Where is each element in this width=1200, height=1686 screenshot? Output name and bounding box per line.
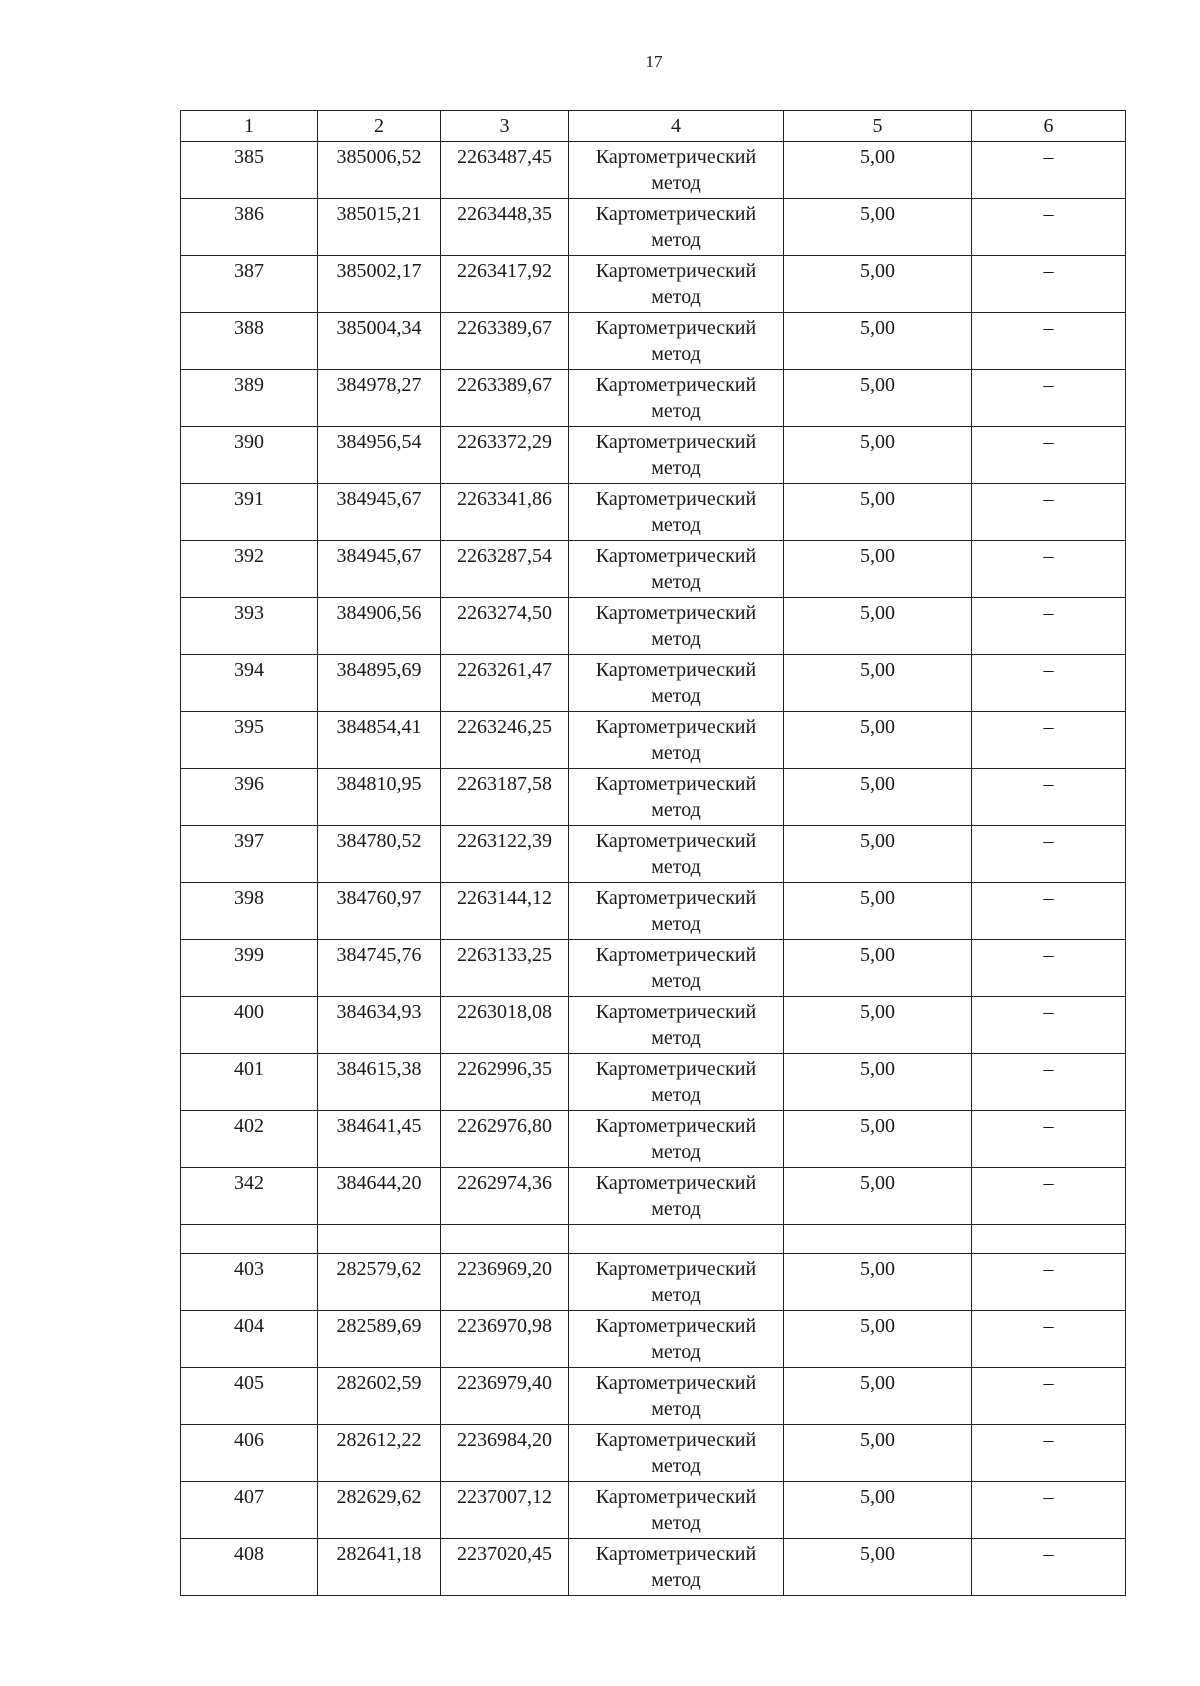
note-cell: – <box>972 1311 1126 1368</box>
method-line-2: метод <box>651 1569 701 1591</box>
method-line-1: Картометрический <box>595 773 757 795</box>
table-row <box>181 1482 1126 1539</box>
accuracy-cell: 5,00 <box>784 199 972 256</box>
note-cell: – <box>972 1368 1126 1425</box>
header-cell-6: 6 <box>972 111 1126 142</box>
method-cell <box>569 199 784 256</box>
coord-x-cell: 384780,52 <box>318 826 441 883</box>
coord-x-cell: 384810,95 <box>318 769 441 826</box>
point-number-cell: 398 <box>181 883 318 940</box>
table-header-row <box>181 111 1126 142</box>
coord-x-cell: 384906,56 <box>318 598 441 655</box>
table-cell-empty <box>318 1225 441 1254</box>
coord-x-cell: 384945,67 <box>318 541 441 598</box>
accuracy-cell: 5,00 <box>784 1168 972 1225</box>
table-row <box>181 940 1126 997</box>
point-number-cell: 391 <box>181 484 318 541</box>
accuracy-cell: 5,00 <box>784 1482 972 1539</box>
method-cell <box>569 484 784 541</box>
note-cell: – <box>972 484 1126 541</box>
accuracy-cell: 5,00 <box>784 769 972 826</box>
coord-y-cell: 2262974,36 <box>441 1168 569 1225</box>
coord-y-cell: 2263122,39 <box>441 826 569 883</box>
method-line-1: Картометрический <box>595 1315 757 1337</box>
coord-x-cell: 384895,69 <box>318 655 441 712</box>
coord-y-cell: 2263246,25 <box>441 712 569 769</box>
point-number-cell: 405 <box>181 1368 318 1425</box>
point-number-cell: 404 <box>181 1311 318 1368</box>
note-cell: – <box>972 370 1126 427</box>
coord-x-cell: 282641,18 <box>318 1539 441 1596</box>
method-line-1: Картометрический <box>595 545 757 567</box>
point-number-cell: 397 <box>181 826 318 883</box>
method-cell <box>569 997 784 1054</box>
method-line-1: Картометрический <box>595 944 757 966</box>
method-line-1: Картометрический <box>595 659 757 681</box>
method-line-1: Картометрический <box>595 260 757 282</box>
method-cell <box>569 826 784 883</box>
accuracy-cell: 5,00 <box>784 1254 972 1311</box>
coord-y-cell: 2236970,98 <box>441 1311 569 1368</box>
point-number-cell: 389 <box>181 370 318 427</box>
method-line-2: метод <box>651 1027 701 1049</box>
method-line-1: Картометрический <box>595 431 757 453</box>
coord-y-cell: 2262976,80 <box>441 1111 569 1168</box>
coord-x-cell: 385006,52 <box>318 142 441 199</box>
accuracy-cell: 5,00 <box>784 1054 972 1111</box>
accuracy-cell: 5,00 <box>784 655 972 712</box>
method-line-1: Картометрический <box>595 1486 757 1508</box>
table-row <box>181 1168 1126 1225</box>
coord-x-cell: 282602,59 <box>318 1368 441 1425</box>
coord-x-cell: 282612,22 <box>318 1425 441 1482</box>
note-cell: – <box>972 1425 1126 1482</box>
method-line-1: Картометрический <box>595 602 757 624</box>
accuracy-cell: 5,00 <box>784 484 972 541</box>
method-cell <box>569 1054 784 1111</box>
table-row-empty <box>181 1225 1126 1254</box>
note-cell: – <box>972 199 1126 256</box>
method-cell <box>569 769 784 826</box>
point-number-cell: 407 <box>181 1482 318 1539</box>
method-line-2: метод <box>651 286 701 308</box>
coord-x-cell: 282629,62 <box>318 1482 441 1539</box>
method-line-1: Картометрический <box>595 146 757 168</box>
point-number-cell: 401 <box>181 1054 318 1111</box>
method-line-2: метод <box>651 457 701 479</box>
coord-y-cell: 2263144,12 <box>441 883 569 940</box>
table-row <box>181 655 1126 712</box>
note-cell: – <box>972 598 1126 655</box>
coord-y-cell: 2263389,67 <box>441 313 569 370</box>
method-line-2: метод <box>651 685 701 707</box>
coord-x-cell: 384634,93 <box>318 997 441 1054</box>
note-cell: – <box>972 997 1126 1054</box>
point-number-cell: 390 <box>181 427 318 484</box>
point-number-cell: 342 <box>181 1168 318 1225</box>
coord-y-cell: 2262996,35 <box>441 1054 569 1111</box>
coord-x-cell: 384745,76 <box>318 940 441 997</box>
method-line-2: метод <box>651 514 701 536</box>
note-cell: – <box>972 313 1126 370</box>
coord-y-cell: 2263487,45 <box>441 142 569 199</box>
coord-y-cell: 2237007,12 <box>441 1482 569 1539</box>
method-line-1: Картометрический <box>595 1001 757 1023</box>
method-line-2: метод <box>651 343 701 365</box>
table-cell-empty <box>972 1225 1126 1254</box>
table-cell-empty <box>181 1225 318 1254</box>
coord-y-cell: 2263018,08 <box>441 997 569 1054</box>
coord-y-cell: 2263187,58 <box>441 769 569 826</box>
accuracy-cell: 5,00 <box>784 826 972 883</box>
accuracy-cell: 5,00 <box>784 1311 972 1368</box>
method-cell <box>569 598 784 655</box>
note-cell: – <box>972 826 1126 883</box>
point-number-cell: 402 <box>181 1111 318 1168</box>
table-row <box>181 313 1126 370</box>
point-number-cell: 392 <box>181 541 318 598</box>
method-line-1: Картометрический <box>595 374 757 396</box>
method-cell <box>569 883 784 940</box>
method-cell <box>569 1425 784 1482</box>
coord-y-cell: 2263261,47 <box>441 655 569 712</box>
accuracy-cell: 5,00 <box>784 883 972 940</box>
header-cell-5: 5 <box>784 111 972 142</box>
coord-x-cell: 384644,20 <box>318 1168 441 1225</box>
point-number-cell: 400 <box>181 997 318 1054</box>
point-number-cell: 385 <box>181 142 318 199</box>
header-cell-1: 1 <box>181 111 318 142</box>
point-number-cell: 399 <box>181 940 318 997</box>
method-line-1: Картометрический <box>595 1429 757 1451</box>
point-number-cell: 393 <box>181 598 318 655</box>
accuracy-cell: 5,00 <box>784 712 972 769</box>
table-row <box>181 769 1126 826</box>
note-cell: – <box>972 142 1126 199</box>
table-row <box>181 1368 1126 1425</box>
method-cell <box>569 1254 784 1311</box>
method-line-1: Картометрический <box>595 716 757 738</box>
header-cell-2: 2 <box>318 111 441 142</box>
note-cell: – <box>972 1539 1126 1596</box>
coord-x-cell: 385002,17 <box>318 256 441 313</box>
note-cell: – <box>972 427 1126 484</box>
method-line-2: метод <box>651 1284 701 1306</box>
note-cell: – <box>972 1111 1126 1168</box>
coord-y-cell: 2263133,25 <box>441 940 569 997</box>
coordinates-table <box>180 110 1126 1596</box>
point-number-cell: 396 <box>181 769 318 826</box>
coord-x-cell: 384956,54 <box>318 427 441 484</box>
method-line-2: метод <box>651 913 701 935</box>
page-number: 17 <box>645 52 663 71</box>
method-line-2: метод <box>651 1512 701 1534</box>
method-line-2: метод <box>651 628 701 650</box>
table-row <box>181 1054 1126 1111</box>
method-line-2: метод <box>651 1341 701 1363</box>
method-line-1: Картометрический <box>595 1372 757 1394</box>
method-cell <box>569 541 784 598</box>
table-row <box>181 712 1126 769</box>
accuracy-cell: 5,00 <box>784 541 972 598</box>
accuracy-cell: 5,00 <box>784 997 972 1054</box>
method-cell <box>569 427 784 484</box>
table-row <box>181 1111 1126 1168</box>
table-row <box>181 826 1126 883</box>
method-cell <box>569 655 784 712</box>
point-number-cell: 387 <box>181 256 318 313</box>
method-cell <box>569 1482 784 1539</box>
accuracy-cell: 5,00 <box>784 940 972 997</box>
note-cell: – <box>972 1482 1126 1539</box>
method-cell <box>569 1539 784 1596</box>
method-cell <box>569 1311 784 1368</box>
coord-y-cell: 2263389,67 <box>441 370 569 427</box>
note-cell: – <box>972 256 1126 313</box>
method-line-2: метод <box>651 1198 701 1220</box>
method-line-1: Картометрический <box>595 1172 757 1194</box>
coord-y-cell: 2236969,20 <box>441 1254 569 1311</box>
table-row <box>181 1254 1126 1311</box>
method-line-2: метод <box>651 172 701 194</box>
table-row <box>181 1311 1126 1368</box>
coord-y-cell: 2263448,35 <box>441 199 569 256</box>
coord-y-cell: 2236984,20 <box>441 1425 569 1482</box>
coord-x-cell: 384760,97 <box>318 883 441 940</box>
method-line-1: Картометрический <box>595 1543 757 1565</box>
accuracy-cell: 5,00 <box>784 256 972 313</box>
point-number-cell: 395 <box>181 712 318 769</box>
coord-y-cell: 2263372,29 <box>441 427 569 484</box>
coord-x-cell: 385015,21 <box>318 199 441 256</box>
method-cell <box>569 1168 784 1225</box>
method-cell <box>569 256 784 313</box>
note-cell: – <box>972 541 1126 598</box>
coord-y-cell: 2237020,45 <box>441 1539 569 1596</box>
coord-x-cell: 384854,41 <box>318 712 441 769</box>
method-cell <box>569 313 784 370</box>
point-number-cell: 403 <box>181 1254 318 1311</box>
point-number-cell: 388 <box>181 313 318 370</box>
coord-x-cell: 385004,34 <box>318 313 441 370</box>
method-line-1: Картометрический <box>595 830 757 852</box>
point-number-cell: 408 <box>181 1539 318 1596</box>
coord-x-cell: 282589,69 <box>318 1311 441 1368</box>
table-row <box>181 370 1126 427</box>
table-cell-empty <box>569 1225 784 1254</box>
accuracy-cell: 5,00 <box>784 427 972 484</box>
table-row <box>181 883 1126 940</box>
accuracy-cell: 5,00 <box>784 1539 972 1596</box>
accuracy-cell: 5,00 <box>784 142 972 199</box>
coord-y-cell: 2236979,40 <box>441 1368 569 1425</box>
accuracy-cell: 5,00 <box>784 370 972 427</box>
accuracy-cell: 5,00 <box>784 1425 972 1482</box>
accuracy-cell: 5,00 <box>784 313 972 370</box>
note-cell: – <box>972 1054 1126 1111</box>
coord-x-cell: 282579,62 <box>318 1254 441 1311</box>
method-line-1: Картометрический <box>595 1115 757 1137</box>
accuracy-cell: 5,00 <box>784 1111 972 1168</box>
table-row <box>181 598 1126 655</box>
table-cell-empty <box>441 1225 569 1254</box>
method-line-2: метод <box>651 856 701 878</box>
method-line-1: Картометрический <box>595 887 757 909</box>
table-row <box>181 142 1126 199</box>
note-cell: – <box>972 1254 1126 1311</box>
method-line-2: метод <box>651 799 701 821</box>
table-body <box>181 111 1126 1596</box>
coord-y-cell: 2263287,54 <box>441 541 569 598</box>
method-line-2: метод <box>651 970 701 992</box>
header-cell-3: 3 <box>441 111 569 142</box>
coord-y-cell: 2263417,92 <box>441 256 569 313</box>
method-line-2: метод <box>651 400 701 422</box>
method-line-1: Картометрический <box>595 488 757 510</box>
note-cell: – <box>972 940 1126 997</box>
method-cell <box>569 370 784 427</box>
point-number-cell: 386 <box>181 199 318 256</box>
method-line-2: метод <box>651 1141 701 1163</box>
point-number-cell: 406 <box>181 1425 318 1482</box>
accuracy-cell: 5,00 <box>784 598 972 655</box>
table-row <box>181 997 1126 1054</box>
method-cell <box>569 1111 784 1168</box>
table-row <box>181 484 1126 541</box>
coord-y-cell: 2263341,86 <box>441 484 569 541</box>
point-number-cell: 394 <box>181 655 318 712</box>
method-line-2: метод <box>651 229 701 251</box>
note-cell: – <box>972 769 1126 826</box>
method-line-2: метод <box>651 1455 701 1477</box>
note-cell: – <box>972 655 1126 712</box>
method-cell <box>569 142 784 199</box>
coord-y-cell: 2263274,50 <box>441 598 569 655</box>
method-line-2: метод <box>651 742 701 764</box>
method-line-1: Картометрический <box>595 1258 757 1280</box>
note-cell: – <box>972 1168 1126 1225</box>
table-row <box>181 199 1126 256</box>
table-row <box>181 1425 1126 1482</box>
coord-x-cell: 384945,67 <box>318 484 441 541</box>
table-row <box>181 541 1126 598</box>
accuracy-cell: 5,00 <box>784 1368 972 1425</box>
method-line-2: метод <box>651 571 701 593</box>
table-row <box>181 1539 1126 1596</box>
coord-x-cell: 384615,38 <box>318 1054 441 1111</box>
table-row <box>181 427 1126 484</box>
method-line-1: Картометрический <box>595 317 757 339</box>
method-line-1: Картометрический <box>595 1058 757 1080</box>
note-cell: – <box>972 883 1126 940</box>
note-cell: – <box>972 712 1126 769</box>
method-cell <box>569 940 784 997</box>
method-cell <box>569 712 784 769</box>
header-cell-4: 4 <box>569 111 784 142</box>
method-line-2: метод <box>651 1084 701 1106</box>
table-cell-empty <box>784 1225 972 1254</box>
method-line-1: Картометрический <box>595 203 757 225</box>
table-row <box>181 256 1126 313</box>
method-cell <box>569 1368 784 1425</box>
method-line-2: метод <box>651 1398 701 1420</box>
coord-x-cell: 384978,27 <box>318 370 441 427</box>
coord-x-cell: 384641,45 <box>318 1111 441 1168</box>
